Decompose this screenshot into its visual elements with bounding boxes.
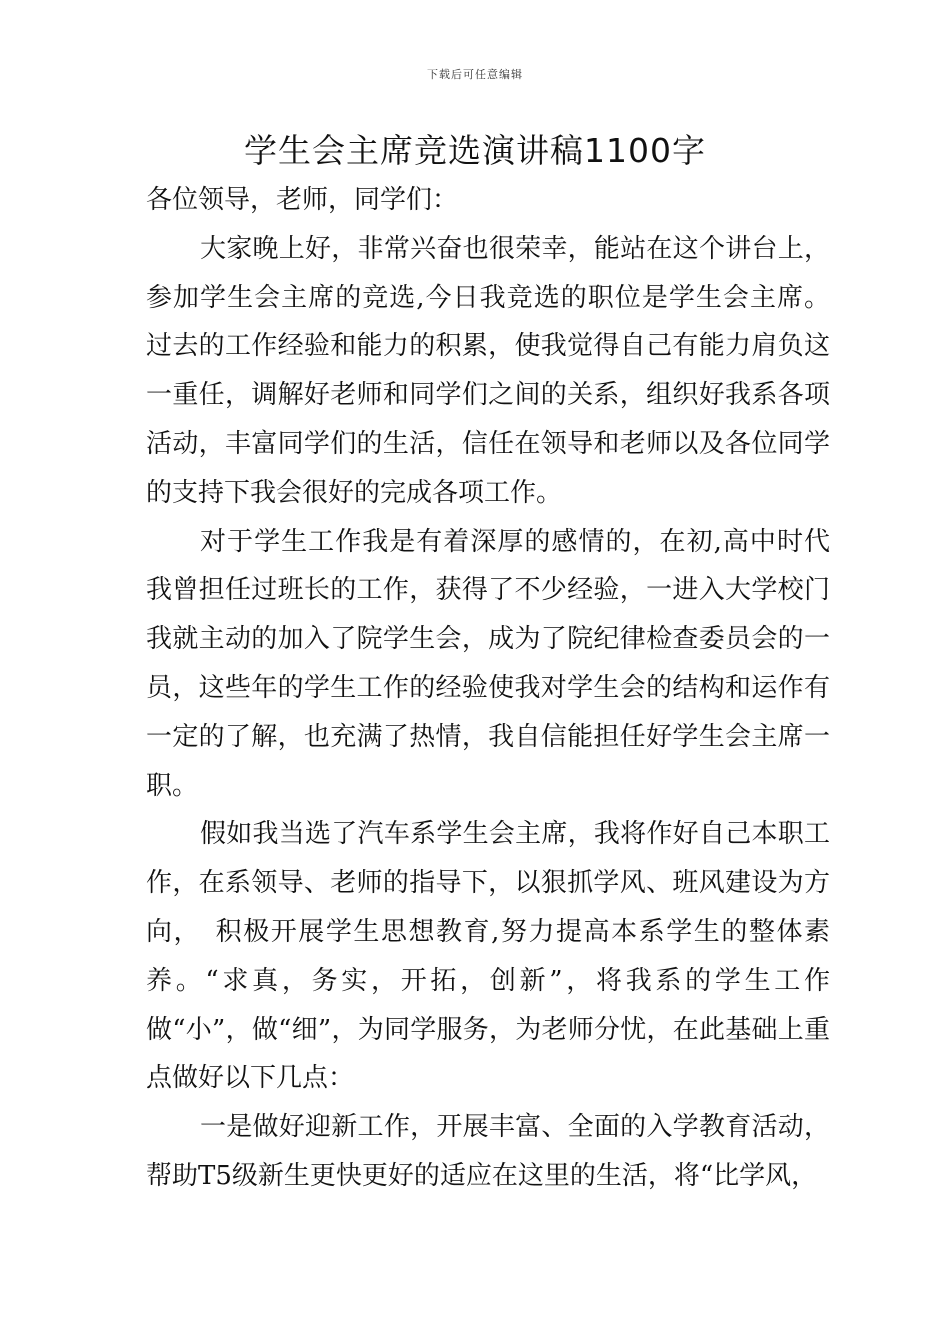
- header-note: 下载后可任意编辑: [427, 68, 523, 81]
- paragraph: 大家晚上好，非常兴奋也很荣幸，能站在这个讲台上，参加学生会主席的竞选,今日我竞选的职位是学生会主席。过去的工作经验和能力的积累，使我觉得自己有能力肩负这一重任，调解好老师和同学们之间的关系，组织好我系各项活动，丰富同学们的生活，信任在领导和老师以及各位同学的支持下我会很好的完成各项工作。: [146, 233, 830, 508]
- paragraph: 假如我当选了汽车系学生会主席，我将作好自己本职工作，在系领导、老师的指导下，以狠抓学风、班风建设为方向， 积极开展学生思想教育,努力提高本系学生的整体素养。“求真，务实，开拓，创新”，将我系的学生工作做“小”，做“细”，为同学服务，为老师分忧，在此基础上重点做好以下几点：: [146, 819, 830, 1094]
- document-title: 学生会主席竞选演讲稿1100字: [244, 131, 706, 170]
- paragraph: 一是做好迎新工作，开展丰富、全面的入学教育活动，帮助T5级新生更快更好的适应在这里的生活，将“比学风，: [146, 1112, 830, 1191]
- document-body: [146, 176, 830, 1201]
- salutation: 各位领导，老师，同学们：: [146, 185, 459, 215]
- paragraph: 对于学生工作我是有着深厚的感情的，在初,高中时代我曾担任过班长的工作，获得了不少经验，一进入大学校门我就主动的加入了院学生会，成为了院纪律检查委员会的一员，这些年的学生工作的经验使我对学生会的结构和运作有一定的了解，也充满了热情，我自信能担任好学生会主席一职。: [146, 526, 830, 801]
